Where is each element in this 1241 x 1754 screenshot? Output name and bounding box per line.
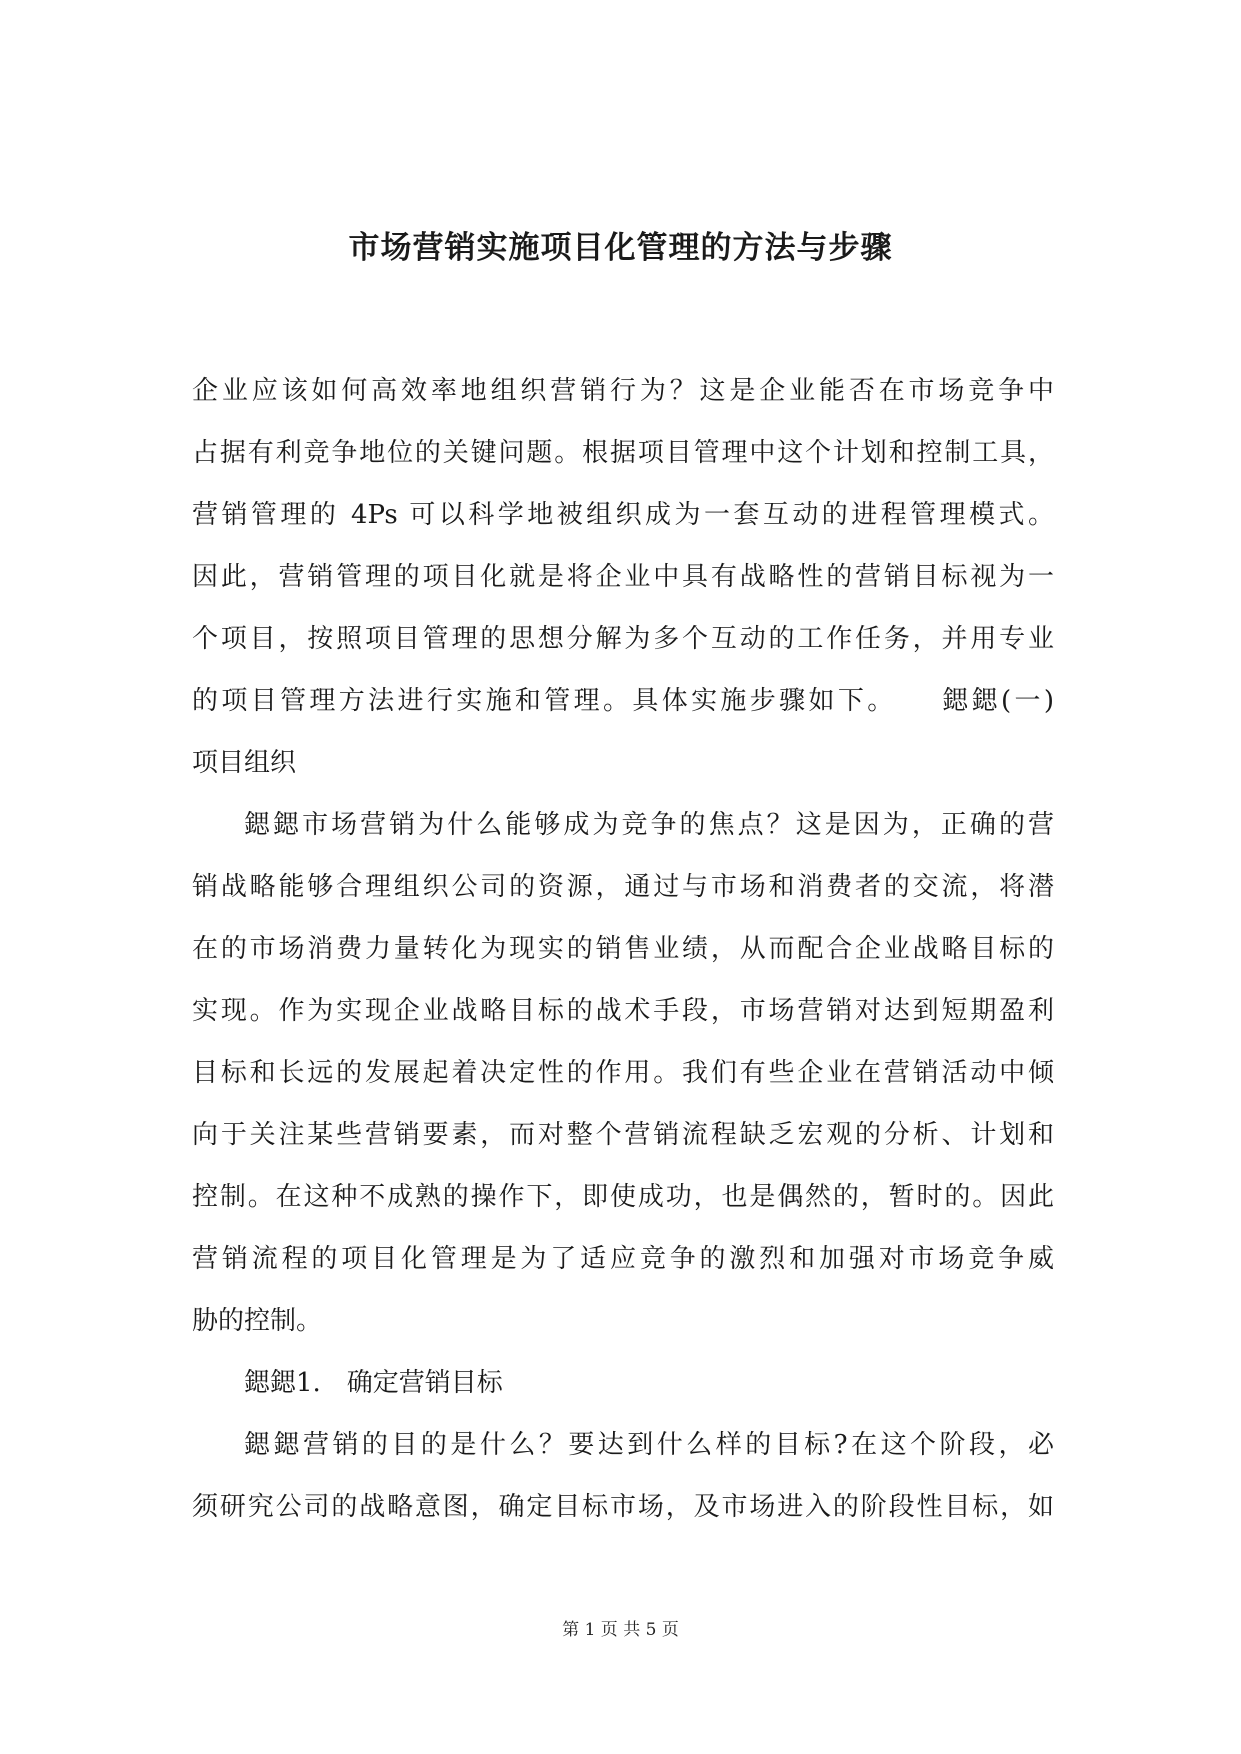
text-line: 实现。作为实现企业战略目标的战术手段，市场营销对达到短期盈利 bbox=[192, 996, 1054, 1026]
text-line: 个项目，按照项目管理的思想分解为多个互动的工作任务，并用专业 bbox=[192, 624, 1054, 654]
text-line: 鍶鍶市场营销为什么能够成为竞争的焦点？这是因为，正确的营 bbox=[244, 810, 1054, 840]
document-title: 市场营销实施项目化管理的方法与步骤 bbox=[348, 230, 893, 266]
text-line: 的项目管理方法进行实施和管理。具体实施步骤如下。 鍶鍶(一) bbox=[192, 686, 1054, 716]
text-line: 目标和长远的发展起着决定性的作用。我们有些企业在营销活动中倾 bbox=[192, 1058, 1054, 1088]
text-line: 鍶鍶营销的目的是什么？要达到什么样的目标?在这个阶段，必 bbox=[244, 1430, 1054, 1460]
text-line: 须研究公司的战略意图，确定目标市场，及市场进入的阶段性目标，如 bbox=[192, 1492, 1054, 1522]
text-line: 销战略能够合理组织公司的资源，通过与市场和消费者的交流，将潜 bbox=[192, 872, 1054, 902]
text-line: 在的市场消费力量转化为现实的销售业绩，从而配合企业战略目标的 bbox=[192, 934, 1054, 964]
text-line: 胁的控制。 bbox=[192, 1306, 323, 1336]
text-line: 控制。在这种不成熟的操作下，即使成功，也是偶然的，暂时的。因此 bbox=[192, 1182, 1054, 1212]
text-line: 鍶鍶1. 确定营销目标 bbox=[244, 1368, 503, 1398]
text-line: 因此，营销管理的项目化就是将企业中具有战略性的营销目标视为一 bbox=[192, 562, 1054, 592]
page-footer: 第 1 页 共 5 页 bbox=[562, 1620, 679, 1640]
text-line: 占据有利竞争地位的关键问题。根据项目管理中这个计划和控制工具， bbox=[192, 438, 1054, 468]
text-line: 项目组织 bbox=[192, 748, 297, 778]
text-line: 向于关注某些营销要素，而对整个营销流程缺乏宏观的分析、计划和 bbox=[192, 1120, 1054, 1150]
text-line: 营销管理的 4Ps 可以科学地被组织成为一套互动的进程管理模式。 bbox=[192, 500, 1054, 530]
text-line: 营销流程的项目化管理是为了适应竞争的激烈和加强对市场竞争威 bbox=[192, 1244, 1054, 1274]
text-line: 企业应该如何高效率地组织营销行为？这是企业能否在市场竞争中 bbox=[192, 376, 1054, 406]
document-body bbox=[192, 360, 1054, 1538]
